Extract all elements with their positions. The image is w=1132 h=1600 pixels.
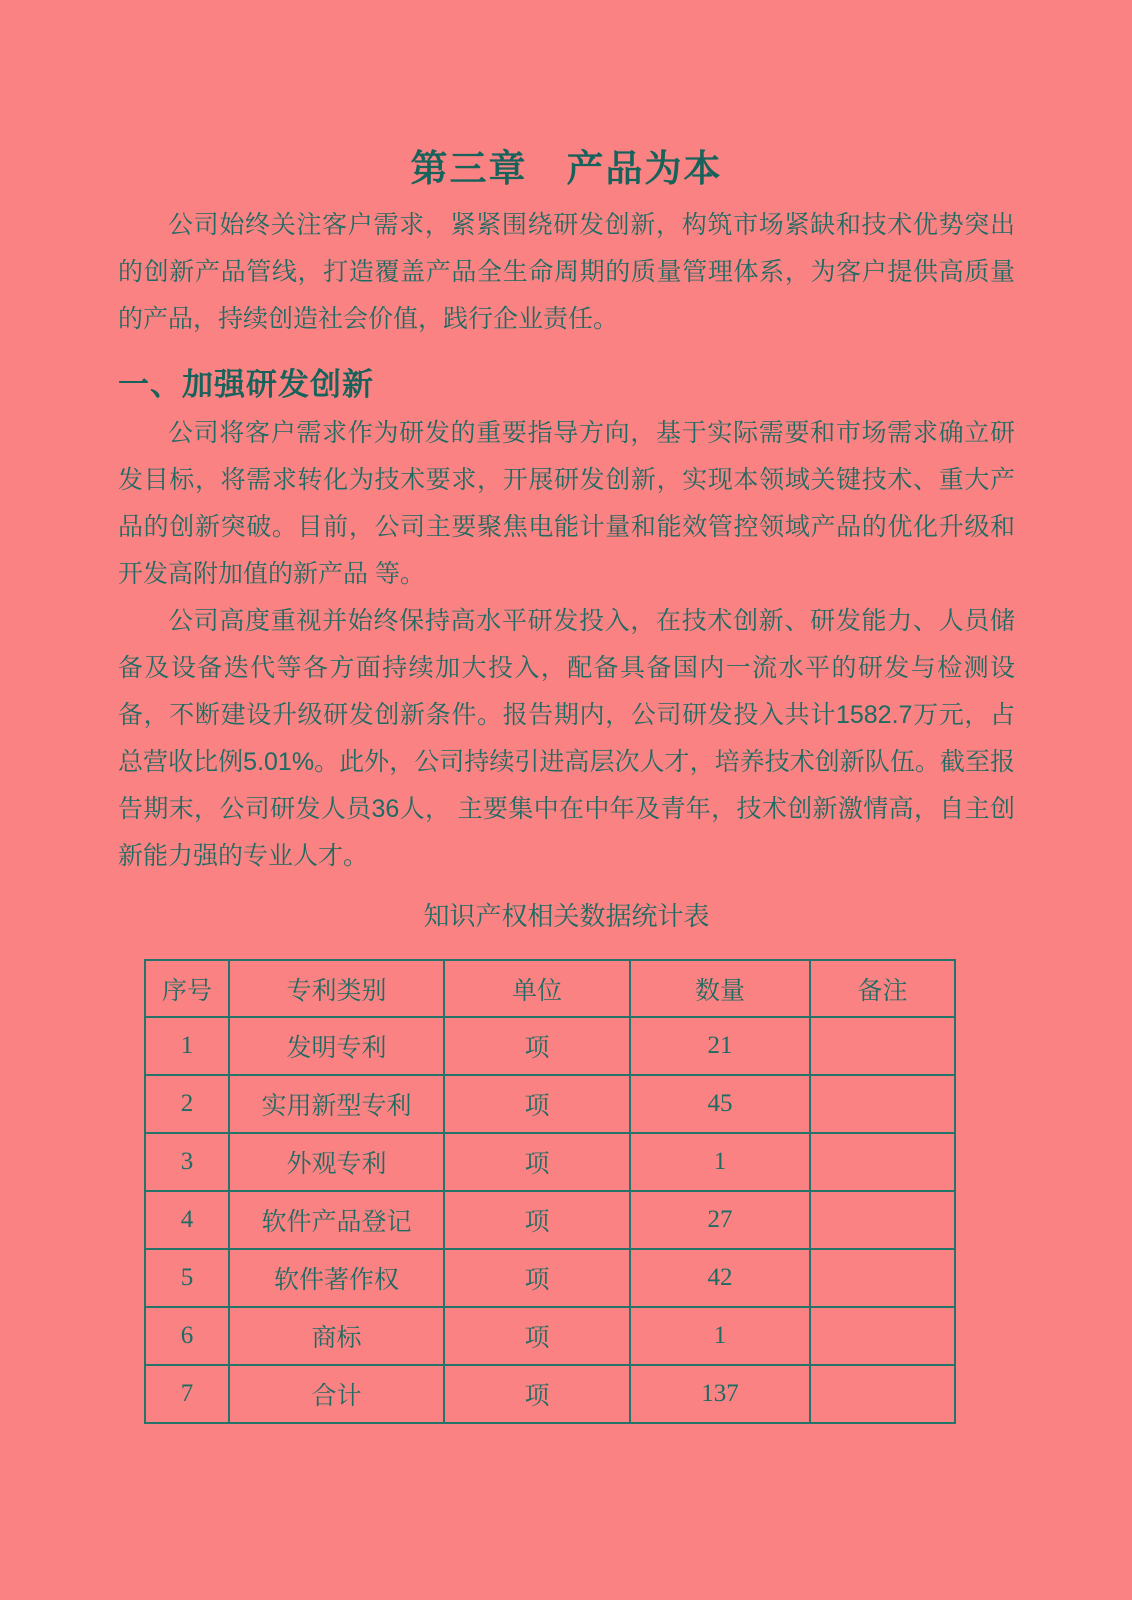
row-no: 3 [145,1133,229,1191]
row-no: 4 [145,1191,229,1249]
row-quantity: 27 [630,1191,810,1249]
row-remark [810,1191,955,1249]
table-row [145,1075,955,1133]
table-caption: 知识产权相关数据统计表 [423,901,710,931]
col-header-unit: 单位 [444,960,630,1017]
row-unit: 项 [444,1249,630,1307]
row-remark [810,1133,955,1191]
ip-stats-table [144,959,956,1424]
col-header-remark: 备注 [810,960,955,1017]
row-category: 软件产品登记 [229,1191,444,1249]
table-row [145,1307,955,1365]
col-header-no: 序号 [145,960,229,1017]
section-paragraph-1: 公司将客户需求作为研发的重要指导方向，基于实际需要和市场需求确立研发目标，将需求转化为技术要求，开展研发创新，实现本领域关键技术、重大产品的创新突破。目前，公司主要聚焦电能计量和能效管控领域产品的优化升级和开发高附加值的新产品 等。 [118,419,1015,588]
row-quantity: 137 [630,1365,810,1423]
row-remark [810,1075,955,1133]
row-category: 商标 [229,1307,444,1365]
table-row [145,1249,955,1307]
row-remark [810,1307,955,1365]
row-no: 7 [145,1365,229,1423]
row-no: 1 [145,1017,229,1075]
row-no: 6 [145,1307,229,1365]
table-row [145,1133,955,1191]
row-no: 2 [145,1075,229,1133]
chapter-intro-paragraph: 公司始终关注客户需求，紧紧围绕研发创新，构筑市场紧缺和技术优势突出的创新产品管线，打造覆盖产品全生命周期的质量管理体系，为客户提供高质量的产品，持续创造社会价值，践行企业责任。 [118,211,1015,333]
row-quantity: 21 [630,1017,810,1075]
row-quantity: 1 [630,1307,810,1365]
row-remark [810,1017,955,1075]
section-heading: 一、加强研发创新 [118,367,374,402]
row-unit: 项 [444,1365,630,1423]
section-paragraph-2: 公司高度重视并始终保持高水平研发投入，在技术创新、研发能力、人员储备及设备迭代等各方面持续加大投入，配备具备国内一流水平的研发与检测设备，不断建设升级研发创新条件。报告期内，公司研发投入共计1582.7万元，占总营收比例5.01%。此外，公司持续引进高层次人才，培养技术创新队伍。截至报告期末，公司研发人员36人， 主要集中在中年及青年，技术创新激情高，自主创新能力强的专业人才。 [118,607,1015,870]
row-category: 发明专利 [229,1017,444,1075]
col-header-quantity: 数量 [630,960,810,1017]
row-category: 外观专利 [229,1133,444,1191]
row-category: 软件著作权 [229,1249,444,1307]
table-row [145,1191,955,1249]
row-category: 实用新型专利 [229,1075,444,1133]
row-quantity: 45 [630,1075,810,1133]
row-unit: 项 [444,1133,630,1191]
row-unit: 项 [444,1075,630,1133]
row-unit: 项 [444,1017,630,1075]
row-unit: 项 [444,1191,630,1249]
row-quantity: 1 [630,1133,810,1191]
row-remark [810,1365,955,1423]
row-category: 合计 [229,1365,444,1423]
row-remark [810,1249,955,1307]
row-quantity: 42 [630,1249,810,1307]
table-row [145,1365,955,1423]
chapter-title: 第三章 产品为本 [410,148,723,189]
table-row [145,1017,955,1075]
row-no: 5 [145,1249,229,1307]
row-unit: 项 [444,1307,630,1365]
table-header-row [145,960,955,1017]
col-header-category: 专利类别 [229,960,444,1017]
